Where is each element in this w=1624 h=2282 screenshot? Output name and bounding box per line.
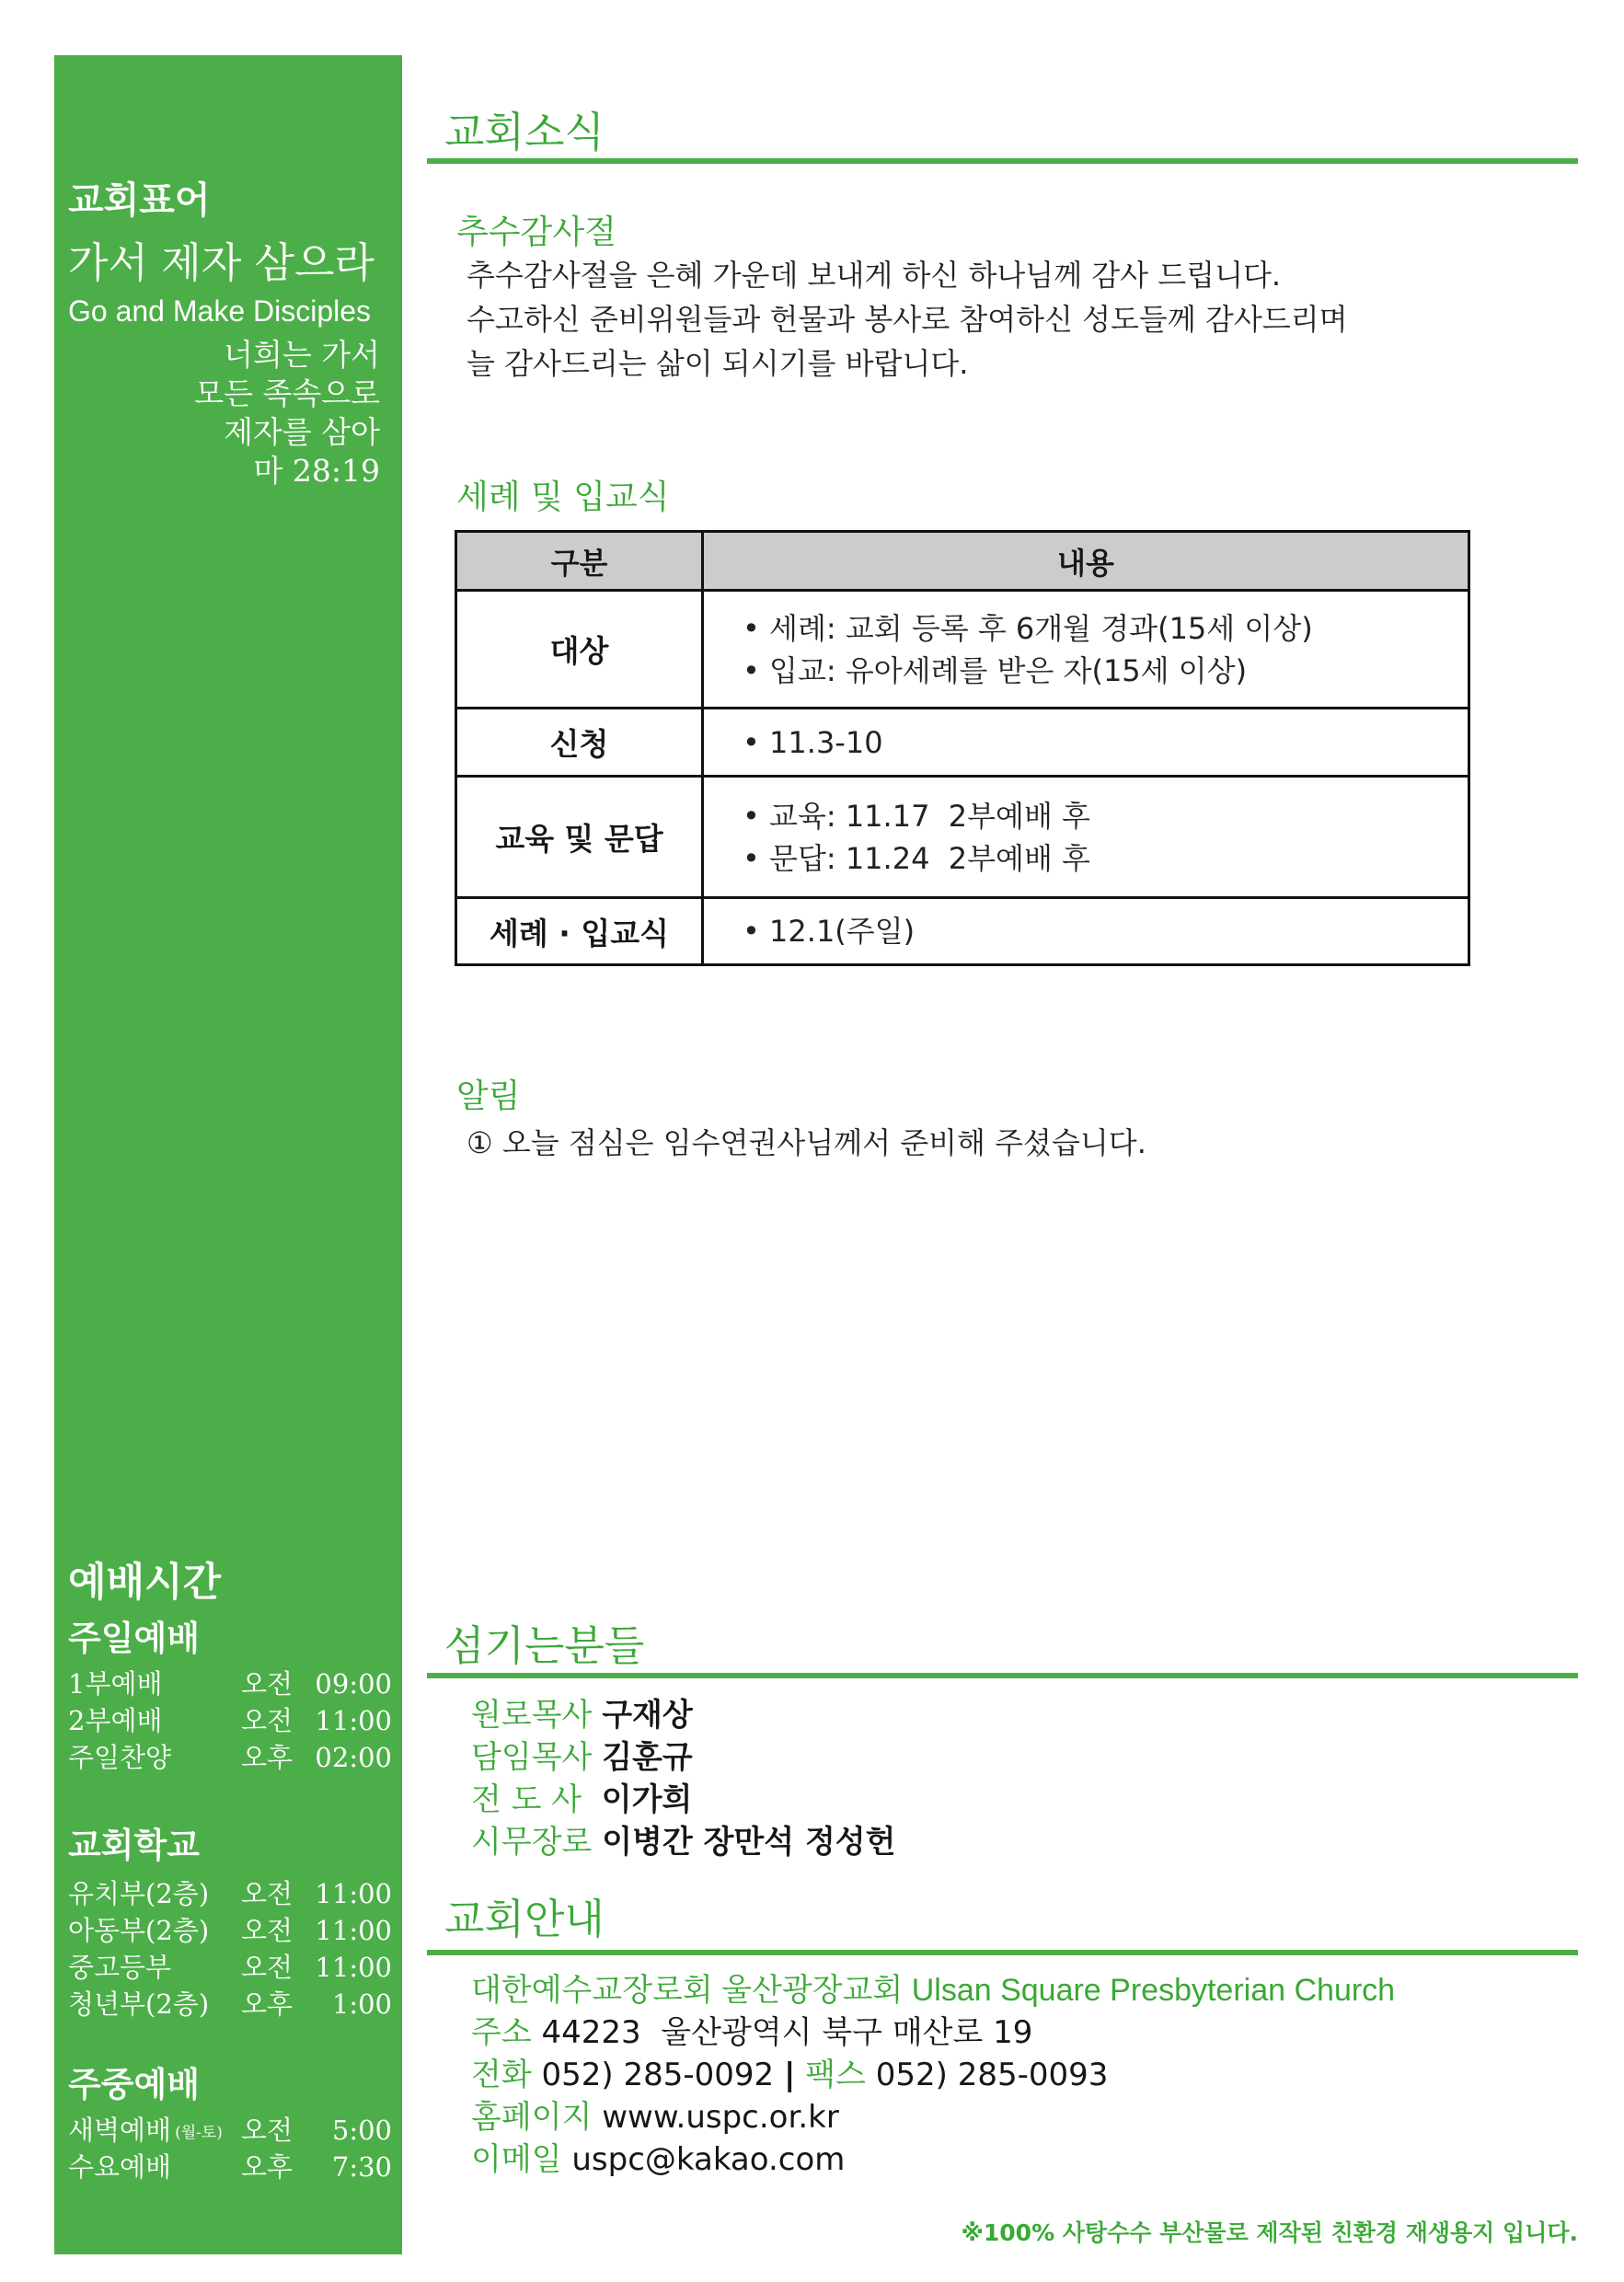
body-line: 추수감사절을 은혜 가운데 보내게 하신 하나님께 감사 드립니다. [466, 258, 1282, 293]
server-row [471, 1736, 895, 1779]
row-label: 대상 [456, 591, 703, 709]
service-name: 청년부(2층) [68, 1988, 210, 2020]
service-time: 09:00 [315, 1668, 392, 1700]
notice-line: ① 오늘 점심은 임수연권사님께서 준비해 주셨습니다. [466, 1125, 1146, 1160]
row-content [703, 898, 1469, 965]
content-item: • 교육: 11.17 2부예배 후 [743, 795, 1468, 837]
homepage-link[interactable]: www.uspc.or.kr [602, 2099, 839, 2136]
service-period: 오전 [241, 1668, 294, 1700]
sidebar [54, 55, 402, 2254]
content-item: • 입교: 유아세례를 받은 자(15세 이상) [743, 650, 1468, 692]
schedule-row [68, 1702, 392, 1739]
notice-body [466, 1121, 1146, 1165]
heading-rule [427, 1950, 1578, 1955]
column-header: 구분 [456, 532, 703, 591]
address-row [471, 2011, 1395, 2054]
address-label: 주소 [471, 2014, 532, 2051]
service-period: 오후 [241, 1988, 294, 2020]
table-header-row [456, 532, 1469, 591]
verse-line: 모든 족속으로 [194, 375, 380, 411]
schedule-row [68, 2149, 392, 2185]
notice-title: 알림 [456, 1078, 521, 1115]
homepage-row [471, 2096, 1395, 2138]
service-note: (월-토) [175, 2124, 223, 2142]
schedule-row [68, 2112, 392, 2149]
table-row [456, 777, 1469, 898]
server-names: 구재상 [602, 1697, 693, 1734]
fax-label: 팩스 [805, 2057, 866, 2093]
service-time: 02:00 [315, 1742, 392, 1773]
baptism-title: 세례 및 입교식 [456, 478, 670, 516]
service-name: 새벽예배 [68, 2115, 172, 2146]
recycled-paper-note: ※100% 사탕수수 부산물로 제작된 친환경 재생용지 입니다. [961, 2219, 1578, 2246]
row-content [703, 709, 1469, 777]
table-row [456, 709, 1469, 777]
email-label: 이메일 [471, 2141, 562, 2178]
service-time: 11:00 [315, 1878, 392, 1909]
sunday-worship-section [68, 1615, 392, 1776]
church-school-section [68, 1822, 392, 2023]
service-name: 아동부(2층) [68, 1915, 210, 1946]
motto-english: Go and Make Disciples [68, 294, 372, 328]
server-role: 전 도 사 [471, 1781, 582, 1818]
server-role: 담임목사 [471, 1739, 593, 1776]
service-period: 오전 [241, 1878, 294, 1909]
address-value: 44223 울산광역시 북구 매산로 19 [541, 2014, 1033, 2051]
service-period: 오전 [241, 2115, 294, 2146]
fax-value: 052) 285-0093 [875, 2057, 1109, 2093]
service-name: 2부예배 [68, 1705, 163, 1736]
row-label: 신청 [456, 709, 703, 777]
weekday-worship-section [68, 2061, 392, 2185]
service-time: 7:30 [331, 2151, 392, 2183]
baptism-table [455, 530, 1470, 966]
phone-row [471, 2054, 1395, 2096]
church-news-heading: 교회소식 [444, 108, 605, 156]
worship-times [68, 1555, 392, 2185]
heading-rule [427, 158, 1578, 164]
thanksgiving-body [466, 253, 1347, 386]
servers-heading: 섬기는분들 [444, 1621, 645, 1670]
service-name: 1부예배 [68, 1668, 163, 1700]
service-name: 주일찬양 [68, 1742, 172, 1773]
content-item: • 문답: 11.24 2부예배 후 [743, 837, 1468, 880]
server-row [471, 1779, 895, 1821]
service-period: 오전 [241, 1705, 294, 1736]
service-name: 수요예배 [68, 2151, 172, 2183]
motto-title: 가서 제자 삼으라 [68, 238, 374, 287]
server-role: 시무장로 [471, 1824, 593, 1861]
server-names: 이병간 장만석 정성헌 [602, 1824, 896, 1861]
service-period: 오후 [241, 2151, 294, 2183]
separator: | [784, 2057, 796, 2093]
service-time: 11:00 [315, 1705, 392, 1736]
table-row [456, 591, 1469, 709]
section-title: 주일예배 [68, 1619, 200, 1658]
service-period: 오후 [241, 1742, 294, 1773]
server-role: 원로목사 [471, 1697, 593, 1734]
heading-rule [427, 1673, 1578, 1678]
thanksgiving-title: 추수감사절 [456, 213, 616, 251]
table-row [456, 898, 1469, 965]
phone-value: 052) 285-0092 [541, 2057, 775, 2093]
row-label: 교육 및 문답 [456, 777, 703, 898]
email-row [471, 2138, 1395, 2181]
schedule-row [68, 1986, 392, 2023]
service-name: 유치부(2층) [68, 1878, 210, 1909]
service-period: 오전 [241, 1915, 294, 1946]
service-time: 11:00 [315, 1915, 392, 1946]
column-header: 내용 [703, 532, 1469, 591]
body-line: 늘 감사드리는 삶이 되시기를 바랍니다. [466, 346, 969, 381]
server-row [471, 1694, 895, 1736]
body-line: 수고하신 준비위원들과 헌물과 봉사로 참여하신 성도들께 감사드리며 [466, 302, 1348, 337]
service-time: 11:00 [315, 1952, 392, 1983]
content-item: • 12.1(주일) [743, 910, 1468, 952]
service-name-cell [68, 2112, 241, 2151]
schedule-row [68, 1912, 392, 1949]
server-names: 김훈규 [602, 1739, 693, 1776]
service-name: 중고등부 [68, 1952, 172, 1983]
server-names: 이가희 [601, 1781, 693, 1818]
row-label: 세례 · 입교식 [456, 898, 703, 965]
schedule-row [68, 1665, 392, 1702]
homepage-label: 홈페이지 [471, 2099, 593, 2136]
verse-line: 제자를 삼아 [224, 414, 380, 450]
schedule-row [68, 1875, 392, 1912]
section-title: 주중예배 [68, 2065, 200, 2104]
row-content [703, 591, 1469, 709]
motto-label: 교회표어 [68, 179, 211, 222]
church-info-heading: 교회안내 [444, 1895, 605, 1943]
section-title: 교회학교 [68, 1826, 200, 1865]
service-period: 오전 [241, 1952, 294, 1983]
service-time: 5:00 [331, 2115, 392, 2146]
servers-list [471, 1694, 895, 1863]
schedule-row [68, 1739, 392, 1776]
service-time: 1:00 [331, 1988, 392, 2020]
content-item: • 세례: 교회 등록 후 6개월 경과(15세 이상) [743, 607, 1468, 650]
motto-verse [68, 336, 380, 490]
church-motto [68, 175, 380, 490]
worship-times-title: 예배시간 [68, 1560, 222, 1606]
row-content [703, 777, 1469, 898]
schedule-row [68, 1949, 392, 1986]
phone-label: 전화 [471, 2057, 532, 2093]
email-link[interactable]: uspc@kakao.com [571, 2141, 846, 2178]
church-info [471, 1969, 1395, 2181]
verse-line: 너희는 가서 [224, 337, 380, 373]
content-item: • 11.3-10 [743, 721, 1468, 764]
server-row [471, 1821, 895, 1863]
church-name: 대한예수교장로회 울산광장교회 Ulsan Square Presbyterian Church [471, 1973, 1396, 2008]
verse-reference: 마 28:19 [253, 453, 380, 489]
